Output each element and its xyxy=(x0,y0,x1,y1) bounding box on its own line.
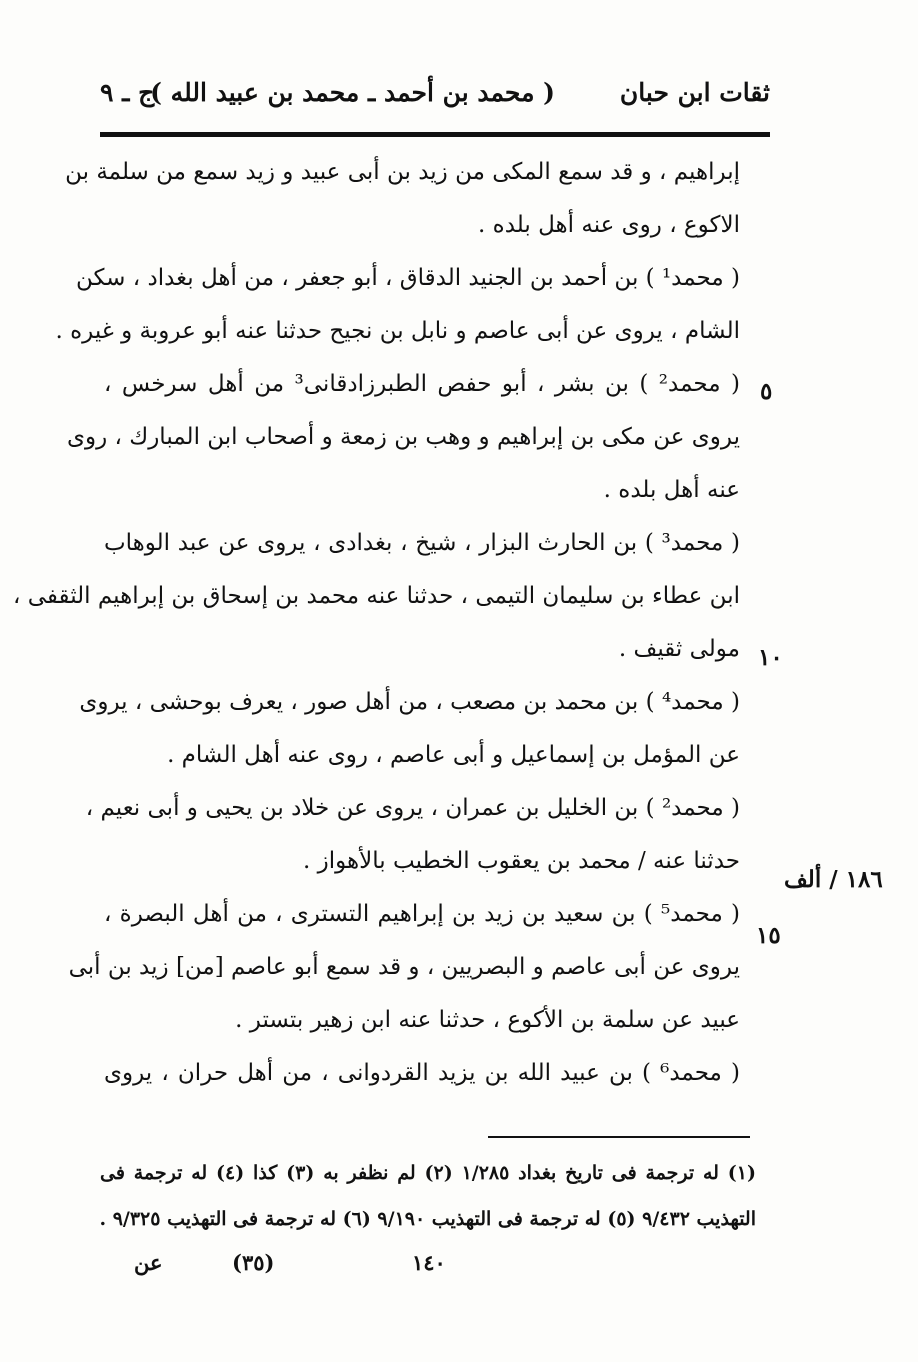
line-number-15: ١٥ xyxy=(756,922,781,949)
text-line: يروى عن مكى بن إبراهيم و وهب بن زمعة و أصحاب ابن المبارك ، روى xyxy=(66,424,740,450)
page-footer xyxy=(120,1250,480,1286)
text-line: الشام ، يروى عن أبى عاصم و نابل بن نجيح حدثنا عنه أبو عروبة و غيره . xyxy=(55,318,740,344)
header-rule xyxy=(100,132,770,137)
text-line: ( محمد⁴ ) بن محمد بن مصعب ، من أهل صور ، يعرف بوحشى ، يروى xyxy=(79,689,740,715)
text-line: ( محمد³ ) بن الحارث البزار ، شيخ ، بغدادى ، يروى عن عبد الوهاب xyxy=(104,530,740,556)
text-line: ( محمد⁵ ) بن سعيد بن زيد بن إبراهيم التسترى ، من أهل البصرة ، xyxy=(104,901,740,927)
text-line: إبراهيم ، و قد سمع المكى من زيد بن أبى عبيد و زيد سمع من سلمة بن xyxy=(65,159,740,185)
text-line: الاكوع ، روى عنه أهل بلده . xyxy=(478,212,740,238)
text-line: ( محمد² ) بن الخليل بن عمران ، يروى عن خلاد بن يحيى و أبى نعيم ، xyxy=(85,795,740,821)
main-text xyxy=(13,146,740,1100)
text-line: عنه أهل بلده . xyxy=(603,477,740,503)
manuscript-folio: ١٨٦ / ألف xyxy=(784,866,883,893)
line-number-10: ١٠ xyxy=(758,644,783,671)
entry-range: ( محمد بن أحمد ـ محمد بن عبيد الله ) xyxy=(150,78,555,107)
footnote-line: التهذيب ٩/٤٣٢ (٥) له ترجمة فى التهذيب ٩/١٩٠ (٦) له ترجمة فى التهذيب ٩/٣٢٥ . xyxy=(99,1208,756,1230)
signature-mark: (٣٥) xyxy=(232,1250,275,1275)
text-line: حدثنا عنه / محمد بن يعقوب الخطيب بالأهواز . xyxy=(303,848,740,874)
line-number-5: ٥ xyxy=(760,378,773,405)
book-title: ثقات ابن حبان xyxy=(619,78,770,107)
text-line: ( محمد² ) بن بشر ، أبو حفص الطبرزادقانى³ من أهل سرخس ، xyxy=(104,371,740,397)
text-line: يروى عن أبى عاصم و البصريين ، و قد سمع أبو عاصم [من] زيد بن أبى xyxy=(68,954,740,980)
text-line: ( محمد¹ ) بن أحمد بن الجنيد الدقاق ، أبو جعفر ، من أهل بغداد ، سكن xyxy=(75,265,740,291)
volume-number: ج ـ ٩ xyxy=(100,78,155,107)
text-line: عبيد عن سلمة بن الأكوع ، حدثنا عنه ابن زهير بتستر . xyxy=(235,1007,740,1033)
footnotes xyxy=(100,1150,756,1242)
catchword: عن xyxy=(134,1250,163,1275)
running-header xyxy=(100,78,770,124)
text-line: مولى ثقيف . xyxy=(618,636,740,662)
text-line: عن المؤمل بن إسماعيل و أبى عاصم ، روى عنه أهل الشام . xyxy=(167,742,740,768)
page-number: ١٤٠ xyxy=(412,1250,446,1275)
text-line: ابن عطاء بن سليمان التيمى ، حدثنا عنه محمد بن إسحاق بن إبراهيم الثقفى ، xyxy=(13,583,740,609)
footnote-line: (١) له ترجمة فى تاريخ بغداد ١/٢٨٥ (٢) لم نظفر به (٣) كذا (٤) له ترجمة فى xyxy=(100,1162,756,1184)
text-line: ( محمد⁶ ) بن عبيد الله بن يزيد القردوانى ، من أهل حران ، يروى xyxy=(104,1060,740,1086)
footnote-rule xyxy=(488,1136,750,1138)
